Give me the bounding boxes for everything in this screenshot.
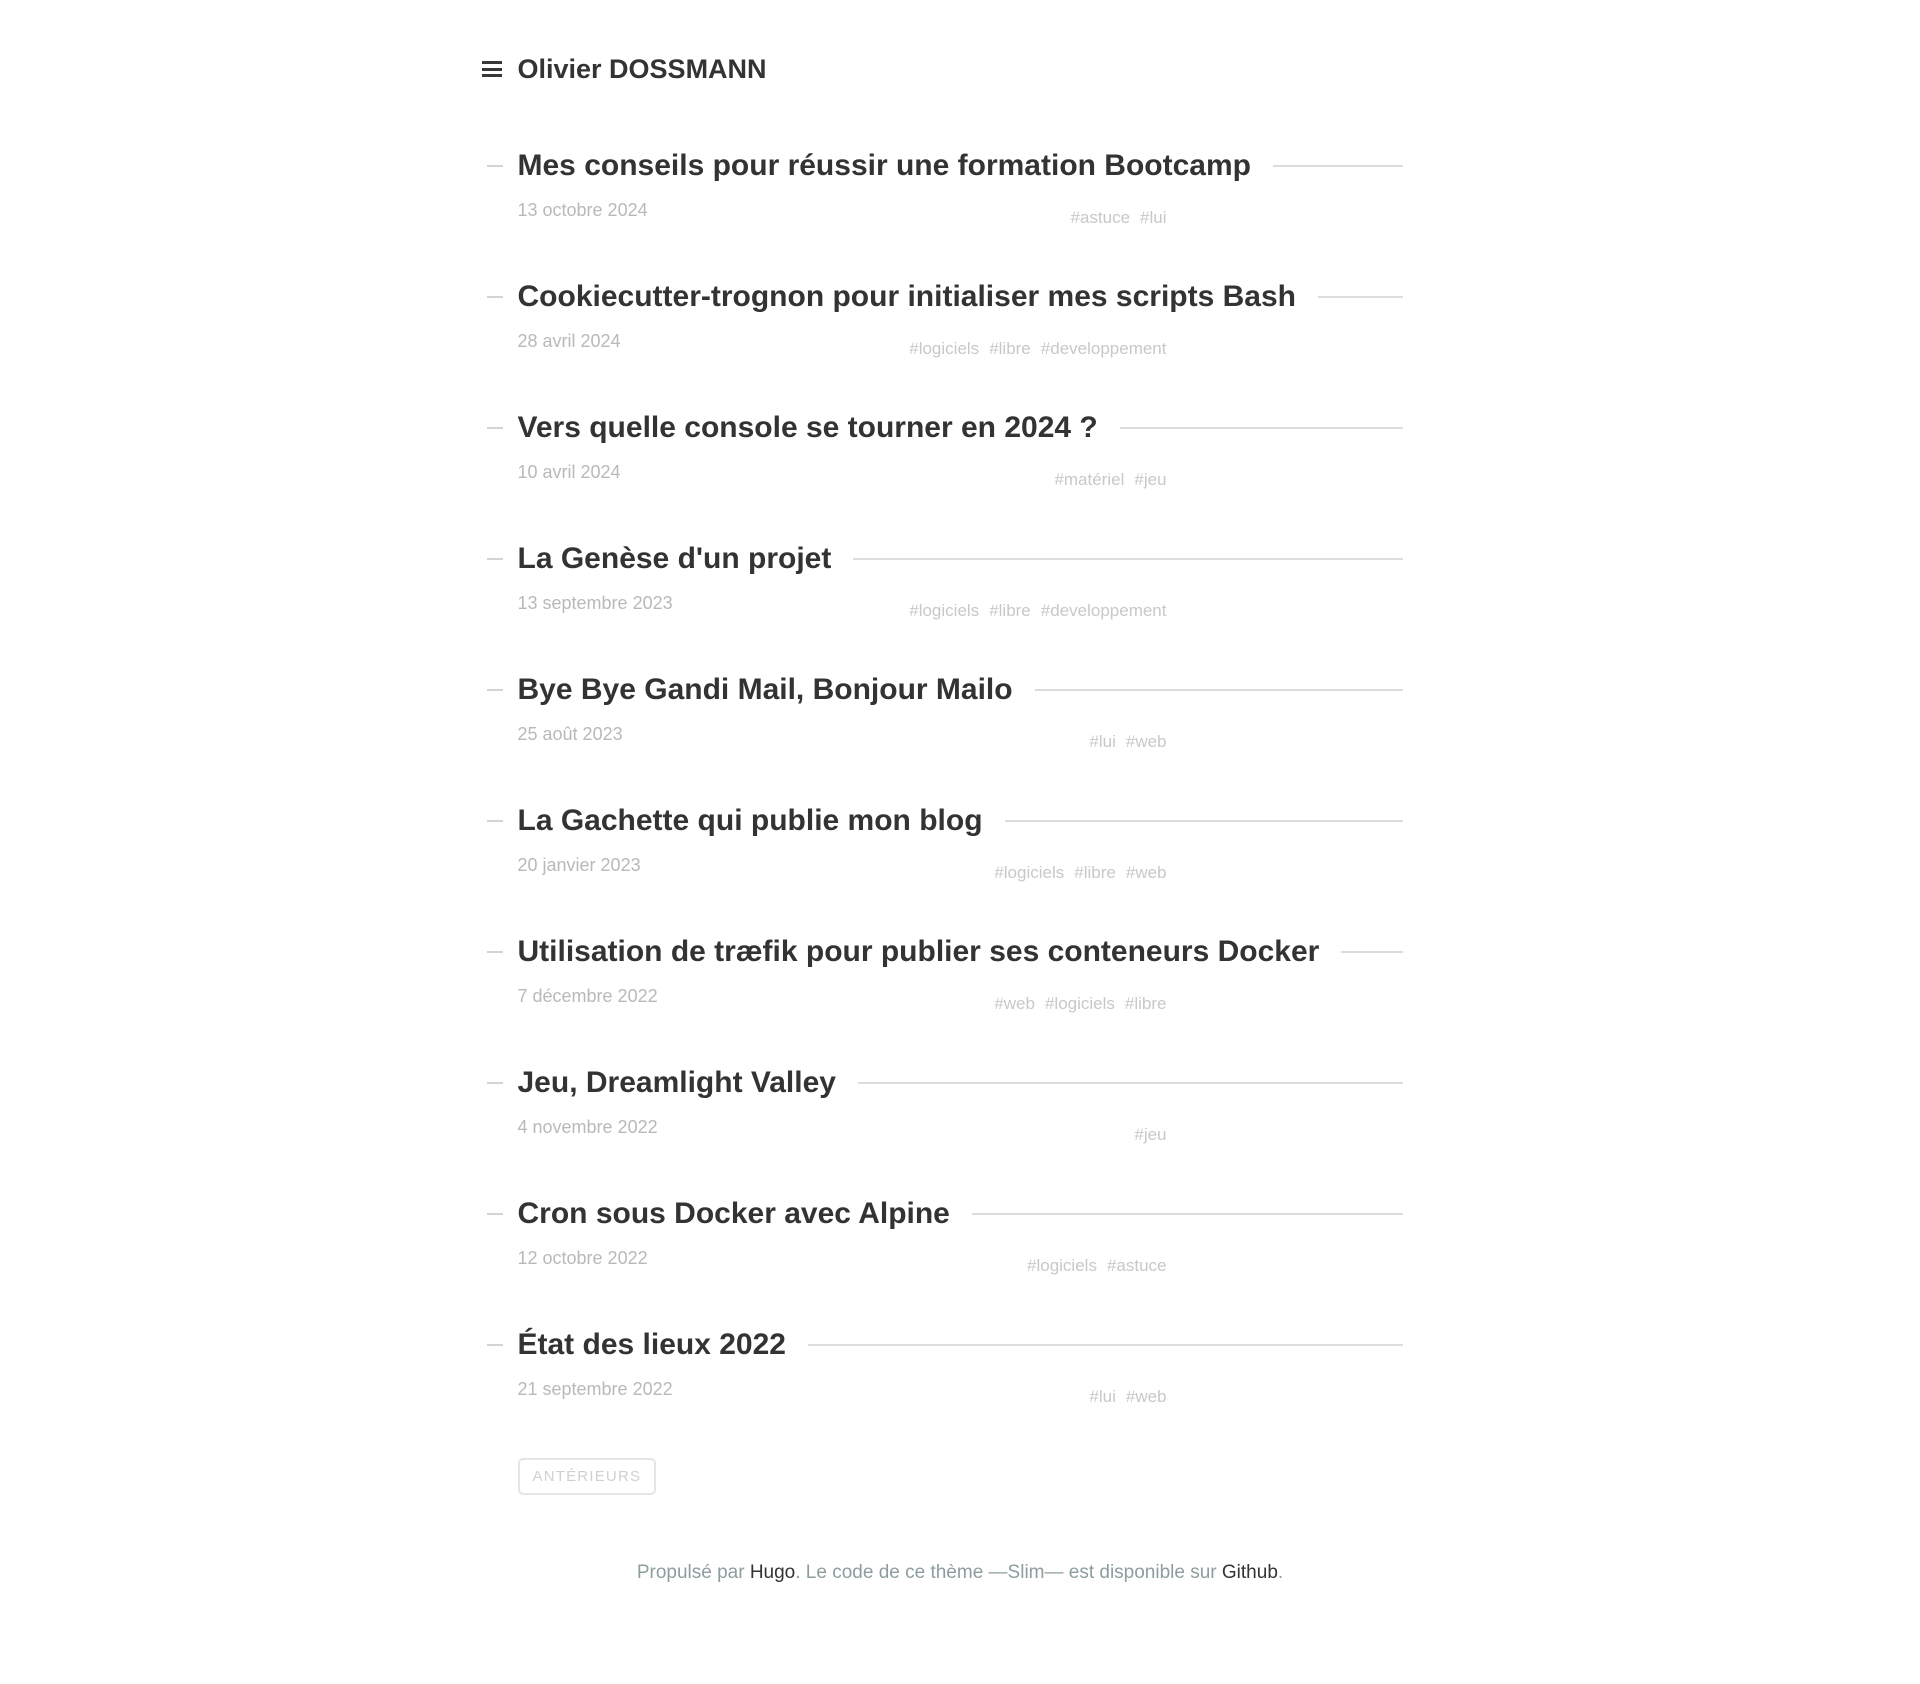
tag-link[interactable]: #lui [1089,732,1116,751]
post-title-dash [487,558,503,560]
post-title-link[interactable]: Cookiecutter-trognon pour initialiser mes scripts Bash [517,280,1296,313]
post-title-row [518,672,1403,708]
post-title-row [518,1065,1403,1101]
post-meta [517,1377,1403,1406]
post-item [517,1196,1403,1275]
post-title-dash [487,1344,503,1346]
post-item [517,934,1403,1013]
post-item [517,803,1403,882]
tag-link[interactable]: #logiciels [909,339,980,358]
post-item [517,541,1403,620]
post-tags [1089,1386,1166,1408]
post-title-link[interactable]: Vers quelle console se tourner en 2024 ? [517,411,1098,444]
post-title-link[interactable]: Cron sous Docker avec Alpine [517,1197,950,1230]
github-link[interactable]: Github [1221,1562,1278,1583]
post-meta [517,329,1403,358]
hamburger-bar [482,61,502,64]
post-title-dash [487,1082,503,1084]
post-title-rule [808,1344,1403,1346]
post-title-rule [853,558,1402,560]
post-title-rule [972,1213,1403,1215]
post-title-rule [1341,951,1402,953]
post-title-dash [487,689,503,691]
post-meta [517,460,1403,489]
post-title-rule [1005,820,1403,822]
pagination [518,1458,1403,1495]
tag-link[interactable]: #libre [1074,863,1116,882]
site-title[interactable]: Olivier DOSSMANN [517,54,767,84]
post-date: 21 septembre 2022 [517,1379,673,1399]
post-title-rule [858,1082,1403,1084]
post-title-link[interactable]: Jeu, Dreamlight Valley [517,1066,836,1099]
post-tags [1089,731,1166,753]
post-title-row [518,934,1403,970]
site-footer [518,1560,1403,1586]
post-title-link[interactable]: État des lieux 2022 [517,1328,786,1361]
tag-link[interactable]: #matériel [1054,470,1125,489]
tag-link[interactable]: #logiciels [1044,994,1115,1013]
post-meta [517,984,1403,1013]
post-title-row [518,279,1403,315]
tag-link[interactable]: #logiciels [994,863,1065,882]
post-date: 13 octobre 2024 [517,200,648,220]
post-date: 20 janvier 2023 [517,855,641,875]
post-tags [994,862,1166,884]
tag-link[interactable]: #libre [1124,994,1167,1013]
footer-text-suffix: . [1277,1562,1284,1583]
post-tags [1054,469,1166,491]
post-title-rule [1035,689,1403,691]
post-item [517,410,1403,489]
post-item [517,148,1403,227]
tag-link[interactable]: #developpement [1040,601,1167,620]
post-tags [909,600,1166,622]
hugo-link[interactable]: Hugo [749,1562,796,1583]
post-title-rule [1318,296,1403,298]
tag-link[interactable]: #web [994,994,1035,1013]
post-title-dash [487,1213,503,1215]
post-date: 10 avril 2024 [517,462,621,482]
post-title-link[interactable]: La Genèse d'un projet [517,542,832,575]
post-meta [517,591,1403,620]
post-item [517,672,1403,751]
footer-text-middle: . Le code de ce thème —Slim— est disponible sur [795,1562,1222,1583]
post-date: 25 août 2023 [517,724,623,744]
post-meta [517,853,1403,882]
post-title-row [518,148,1403,184]
post-date: 7 décembre 2022 [517,986,658,1006]
post-date: 12 octobre 2022 [517,1248,648,1268]
post-title-row [518,1327,1403,1363]
post-title-dash [487,165,503,167]
tag-link[interactable]: #libre [989,601,1031,620]
post-meta [517,1246,1403,1275]
hamburger-bar [482,68,502,71]
tag-link[interactable]: #web [1125,732,1167,751]
post-tags [1027,1255,1166,1277]
post-title-row [518,410,1403,446]
tag-link[interactable]: #jeu [1134,1125,1167,1144]
post-item [517,279,1403,358]
tag-link[interactable]: #astuce [1070,208,1131,227]
tag-link[interactable]: #web [1125,1387,1167,1406]
post-meta [517,198,1403,227]
footer-text-prefix: Propulsé par [636,1562,750,1583]
tag-link[interactable]: #astuce [1106,1256,1167,1275]
hamburger-bar [482,74,502,77]
post-title-link[interactable]: Utilisation de træfik pour publier ses conteneurs Docker [517,935,1320,968]
post-tags [1134,1124,1166,1146]
post-title-rule [1273,165,1403,167]
older-posts-button[interactable]: ANTÉRIEURS [518,1458,657,1495]
post-tags [994,993,1166,1015]
post-title-row [518,541,1403,577]
post-title-link[interactable]: Mes conseils pour réussir une formation Bootcamp [517,149,1251,182]
post-title-row [518,1196,1403,1232]
tag-link[interactable]: #logiciels [909,601,980,620]
post-title-dash [487,296,503,298]
post-title-link[interactable]: La Gachette qui publie mon blog [517,804,983,837]
post-title-dash [487,427,503,429]
tag-link[interactable]: #logiciels [1027,1256,1097,1275]
tag-link[interactable]: #lui [1140,208,1167,227]
post-meta [517,1115,1403,1144]
post-tags [1070,207,1166,229]
tag-link[interactable]: #lui [1089,1387,1116,1406]
post-item [517,1065,1403,1144]
post-title-row [518,803,1403,839]
post-title-rule [1120,427,1403,429]
post-title-link[interactable]: Bye Bye Gandi Mail, Bonjour Mailo [517,673,1013,706]
hamburger-menu-icon[interactable] [482,61,502,77]
post-list [517,148,1403,1406]
tag-link[interactable]: #web [1125,863,1167,882]
post-date: 13 septembre 2023 [517,593,673,613]
post-date: 28 avril 2024 [517,331,621,351]
page-container [518,52,1403,1586]
post-date: 4 novembre 2022 [517,1117,658,1137]
post-tags [909,338,1166,360]
site-header [518,52,1403,86]
post-title-dash [487,820,503,822]
post-title-dash [487,951,503,953]
tag-link[interactable]: #libre [989,339,1031,358]
post-meta [517,722,1403,751]
tag-link[interactable]: #jeu [1134,470,1167,489]
tag-link[interactable]: #developpement [1040,339,1167,358]
post-item [517,1327,1403,1406]
